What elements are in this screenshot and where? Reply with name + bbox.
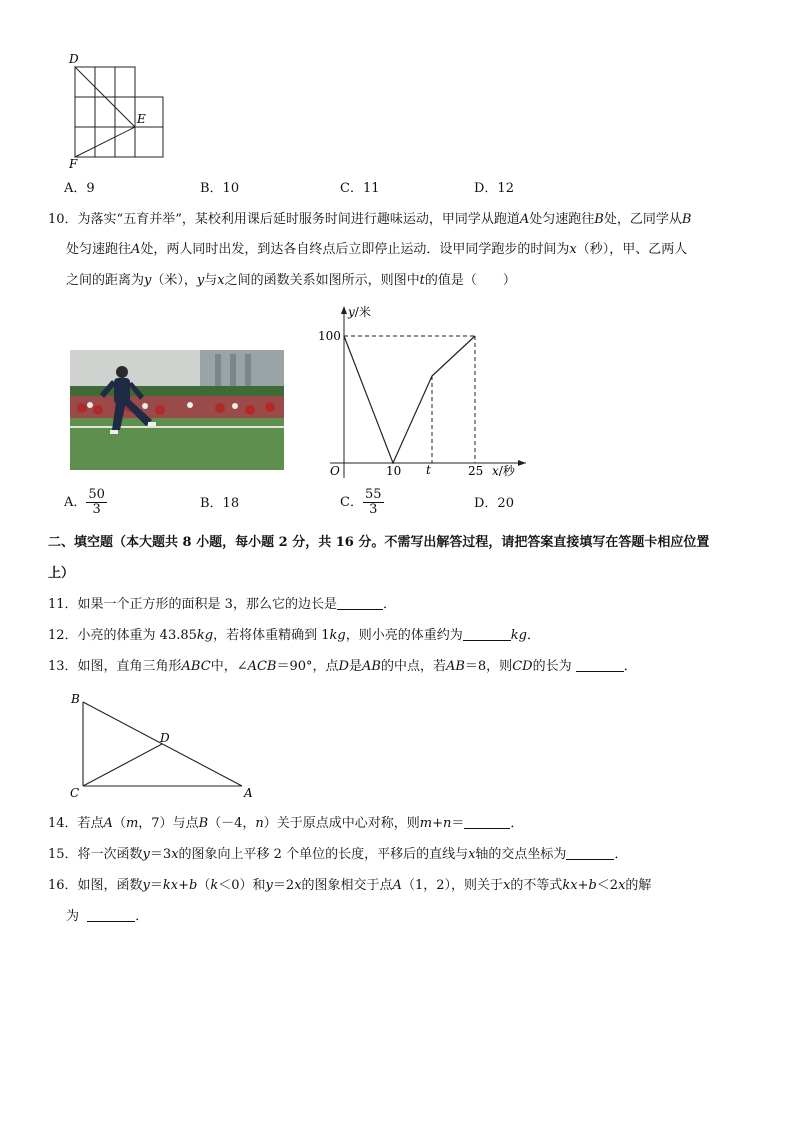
q15: 15．将一次函数y＝3x的图象向上平移 2 个单位的长度，平移后的直线与x轴的交点坐标为 ． <box>48 847 628 862</box>
q10-line-3: 之间的距离为y（米），y与x之间的函数关系如图所示，则图中t的值是（ ） <box>66 273 516 288</box>
q10-option-c: C． $\frac{55}{3}$ <box>340 487 382 517</box>
axis-x-label: x/秒 <box>492 464 515 478</box>
q16-line-1: 16．如图，函数y＝kx+b（k＜0）和y＝2x的图象相交于点A（1，2），则关于x的不等式kx+b＜2x的解 <box>48 878 652 893</box>
axis-y-label: y/米 <box>348 305 371 319</box>
section-2-header: 二、填空题（本大题共 8 小题，每小题 2 分，共 16 分。不需写出解答过程，请把答案直接填写在答题卡相应位置 <box>48 535 710 550</box>
q13: 13．如图，直角三角形ABC中，∠ACB＝90°，点D是AB的中点，若AB＝8，则CD的长为 ． <box>48 659 637 674</box>
right-triangle-figure-q13 <box>66 688 266 804</box>
tick-y-100: 100 <box>318 329 341 343</box>
q16-line-2: 为 ． <box>66 909 149 924</box>
q12: 12．小亮的体重为 43.85kg，若将体重精确到 1kg，则小亮的体重约为 kg． <box>48 628 540 643</box>
q10-line-1: 10．为落实“五育并举”，某校利用课后延时服务时间进行趣味运动，甲同学从跑道A处匀速跑往B处，乙同学从B <box>48 212 692 227</box>
tick-x-10: 10 <box>386 464 402 478</box>
label-d: D <box>69 52 79 66</box>
q9-option-a: A．9 <box>64 181 95 196</box>
running-student-photo <box>70 350 284 470</box>
label-d: D <box>160 731 170 745</box>
origin-label: O <box>330 464 340 478</box>
tick-x-25: 25 <box>468 464 484 478</box>
tick-x-t: t <box>426 463 431 477</box>
q10-option-b: B．18 <box>200 496 240 511</box>
q10-option-a: A． $\frac{50}{3}$ <box>64 487 105 517</box>
q9-option-b: B．10 <box>200 181 240 196</box>
q10-option-d: D．20 <box>474 496 514 511</box>
section-2-header-cont: 上） <box>48 566 75 581</box>
label-b: B <box>71 692 80 706</box>
q14: 14．若点A（m，7）与点B（－4，n）关于原点成中心对称，则m+n＝ ． <box>48 816 524 831</box>
q11: 11．如果一个正方形的面积是 3，那么它的边长是 ． <box>48 597 396 612</box>
q9-option-c: C．11 <box>340 181 380 196</box>
label-f: F <box>69 157 78 171</box>
q9-option-d: D．12 <box>474 181 514 196</box>
label-e: E <box>137 112 146 126</box>
grid-figure-q9 <box>66 50 176 172</box>
q10-line-2: 处匀速跑往A处，两人同时出发，到达各自终点后立即停止运动．设甲同学跑步的时间为x（秒），甲、乙两人 <box>66 242 688 257</box>
label-a: A <box>244 786 253 800</box>
distance-time-graph <box>312 300 532 485</box>
label-c: C <box>70 786 80 800</box>
